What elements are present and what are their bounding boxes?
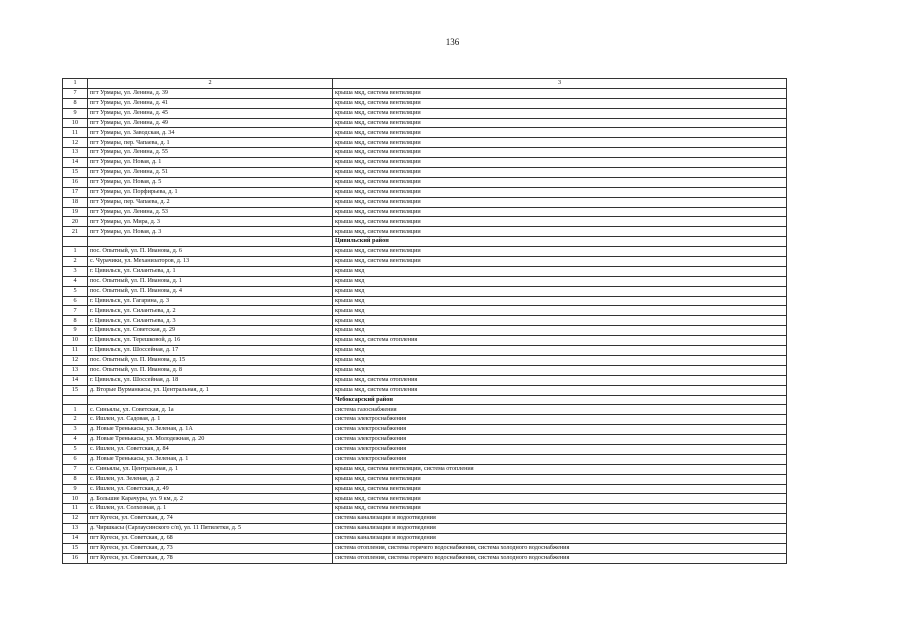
row-works: крыша мкд, система вентиляции — [333, 128, 787, 138]
table-row — [63, 177, 787, 187]
row-address: с. Ишлеи, ул. Садовая, д. 1 — [88, 415, 333, 425]
section-title: Цивильский район — [333, 237, 787, 247]
row-address: пгт Кугеси, ул. Советская, д. 78 — [88, 553, 333, 563]
registry-table-body — [63, 79, 787, 564]
table-row — [63, 336, 787, 346]
table-row — [63, 276, 787, 286]
row-address: пос. Опытный, ул. П. Иванова, д. 4 — [88, 286, 333, 296]
table-row — [63, 553, 787, 563]
row-works: крыша мкд — [333, 306, 787, 316]
table-row — [63, 158, 787, 168]
row-address: с. Чурачики, ул. Механизаторов, д. 13 — [88, 257, 333, 267]
table-row — [63, 207, 787, 217]
row-address: с. Синьялы, ул. Центральная, д. 1 — [88, 464, 333, 474]
row-address: пос. Опытный, ул. П. Иванова, д. 1 — [88, 276, 333, 286]
row-number: 13 — [63, 365, 88, 375]
table-row — [63, 148, 787, 158]
row-number: 17 — [63, 187, 88, 197]
table-header-row — [63, 79, 787, 89]
table-row — [63, 88, 787, 98]
table-row — [63, 326, 787, 336]
row-address: г. Цивильск, ул. Силантьева, д. 1 — [88, 266, 333, 276]
row-number: 15 — [63, 168, 88, 178]
row-address: г. Цивильск, ул. Советская, д. 29 — [88, 326, 333, 336]
row-address: с. Ишлеи, ул. Зеленая, д. 2 — [88, 474, 333, 484]
row-number: 5 — [63, 286, 88, 296]
row-address: пгт Урмары, ул. Ленина, д. 49 — [88, 118, 333, 128]
column-header-number: 1 — [63, 79, 88, 89]
row-number: 10 — [63, 494, 88, 504]
row-number: 14 — [63, 375, 88, 385]
table-row — [63, 385, 787, 395]
row-works: крыша мкд, система вентиляции — [333, 98, 787, 108]
table-row — [63, 138, 787, 148]
row-number: 5 — [63, 444, 88, 454]
row-number: 3 — [63, 266, 88, 276]
row-address: пгт Урмары, ул. Порфирьева, д. 1 — [88, 187, 333, 197]
table-row — [63, 355, 787, 365]
row-works: крыша мкд — [333, 316, 787, 326]
table-row — [63, 266, 787, 276]
row-works: система канализации и водоотведения — [333, 514, 787, 524]
table-row — [63, 375, 787, 385]
row-works: крыша мкд — [333, 286, 787, 296]
row-number: 8 — [63, 474, 88, 484]
row-works: крыша мкд, система вентиляции — [333, 168, 787, 178]
row-address: с. Синьялы, ул. Советская, д. 1а — [88, 405, 333, 415]
table-row — [63, 98, 787, 108]
table-row — [63, 494, 787, 504]
row-address: г. Цивильск, ул. Силантьева, д. 2 — [88, 306, 333, 316]
row-works: система газоснабжения — [333, 405, 787, 415]
row-works: крыша мкд — [333, 296, 787, 306]
table-row — [63, 286, 787, 296]
row-number: 4 — [63, 276, 88, 286]
row-address: пгт Урмары, ул. Новая, д. 5 — [88, 177, 333, 187]
row-address: пгт Урмары, пер. Чапаева, д. 2 — [88, 197, 333, 207]
row-works: крыша мкд, система вентиляции, система отопления — [333, 464, 787, 474]
row-works: система электроснабжения — [333, 425, 787, 435]
table-row — [63, 533, 787, 543]
row-works: крыша мкд, система вентиляции — [333, 484, 787, 494]
table-row — [63, 474, 787, 484]
row-number: 7 — [63, 306, 88, 316]
row-number: 13 — [63, 148, 88, 158]
row-number: 15 — [63, 543, 88, 553]
row-number: 12 — [63, 138, 88, 148]
registry-table — [62, 78, 787, 564]
row-number: 8 — [63, 316, 88, 326]
row-address: д. Вторые Вурманкасы, ул. Центральная, д. 1 — [88, 385, 333, 395]
row-works: крыша мкд, система вентиляции — [333, 138, 787, 148]
table-row — [63, 108, 787, 118]
row-works: система канализации и водоотведения — [333, 533, 787, 543]
row-address: д. Новые Тренькасы, ул. Молодежная, д. 20 — [88, 435, 333, 445]
row-number: 6 — [63, 454, 88, 464]
row-address: г. Цивильск, ул. Гагарина, д. 3 — [88, 296, 333, 306]
row-works: крыша мкд — [333, 326, 787, 336]
table-row — [63, 247, 787, 257]
row-number: 11 — [63, 504, 88, 514]
row-number: 16 — [63, 177, 88, 187]
section-header-row — [63, 395, 787, 405]
row-works: крыша мкд, система вентиляции — [333, 207, 787, 217]
row-works: система отопления, система горячего водоснабжения, система холодного водоснабжения — [333, 543, 787, 553]
row-address: д. Чиршкасы (Сарлаусинского с/п), ул. 11 Пятилетки, д. 5 — [88, 524, 333, 534]
row-address: с. Ишлеи, ул. Советская, д. 49 — [88, 484, 333, 494]
table-row — [63, 514, 787, 524]
section-title: Чебоксарский район — [333, 395, 787, 405]
page-number: 136 — [445, 37, 460, 47]
table-row — [63, 454, 787, 464]
section-empty-cell — [88, 395, 333, 405]
row-works: система отопления, система горячего водоснабжения, система холодного водоснабжения — [333, 553, 787, 563]
row-address: с. Ишлеи, ул. Солхозная, д. 1 — [88, 504, 333, 514]
table-row — [63, 306, 787, 316]
row-number: 14 — [63, 533, 88, 543]
row-address: пгт Урмары, ул. Новая, д. 3 — [88, 227, 333, 237]
row-number: 18 — [63, 197, 88, 207]
row-address: пгт Урмары, ул. Мира, д. 3 — [88, 217, 333, 227]
row-works: система электроснабжения — [333, 444, 787, 454]
row-number: 4 — [63, 435, 88, 445]
row-number: 21 — [63, 227, 88, 237]
row-address: пгт Урмары, ул. Заводская, д. 34 — [88, 128, 333, 138]
column-header-works: 3 — [333, 79, 787, 89]
row-works: крыша мкд, система вентиляции — [333, 118, 787, 128]
table-row — [63, 257, 787, 267]
row-number: 8 — [63, 98, 88, 108]
table-row — [63, 316, 787, 326]
table-row — [63, 484, 787, 494]
section-empty-cell — [88, 237, 333, 247]
row-number: 12 — [63, 514, 88, 524]
table-row — [63, 128, 787, 138]
row-address: пгт Урмары, ул. Ленина, д. 51 — [88, 168, 333, 178]
row-works: крыша мкд, система вентиляции — [333, 177, 787, 187]
table-row — [63, 435, 787, 445]
row-number: 11 — [63, 346, 88, 356]
row-works: крыша мкд, система отопления — [333, 375, 787, 385]
row-number: 9 — [63, 484, 88, 494]
row-number: 13 — [63, 524, 88, 534]
table-row — [63, 405, 787, 415]
row-works: крыша мкд, система вентиляции — [333, 227, 787, 237]
row-works: система электроснабжения — [333, 435, 787, 445]
row-address: пгт Кугеси, ул. Советская, д. 73 — [88, 543, 333, 553]
table-row — [63, 296, 787, 306]
row-works: крыша мкд, система вентиляции — [333, 217, 787, 227]
row-number: 11 — [63, 128, 88, 138]
table-row — [63, 187, 787, 197]
row-address: пос. Опытный, ул. П. Иванова, д. 8 — [88, 365, 333, 375]
table-row — [63, 365, 787, 375]
row-works: система электроснабжения — [333, 454, 787, 464]
row-number: 14 — [63, 158, 88, 168]
row-works: крыша мкд — [333, 346, 787, 356]
row-number: 9 — [63, 108, 88, 118]
row-address: пгт Урмары, ул. Ленина, д. 45 — [88, 108, 333, 118]
row-address: г. Цивильск, ул. Терешковой, д. 16 — [88, 336, 333, 346]
row-works: крыша мкд, система вентиляции — [333, 187, 787, 197]
row-works: система электроснабжения — [333, 415, 787, 425]
row-number: 1 — [63, 405, 88, 415]
row-works: крыша мкд — [333, 266, 787, 276]
row-address: пос. Опытный, ул. П. Иванова, д. 15 — [88, 355, 333, 365]
row-number: 2 — [63, 415, 88, 425]
row-number: 7 — [63, 464, 88, 474]
section-empty-cell — [63, 395, 88, 405]
row-works: крыша мкд, система вентиляции — [333, 88, 787, 98]
table-row — [63, 227, 787, 237]
row-works: крыша мкд — [333, 355, 787, 365]
row-number: 20 — [63, 217, 88, 227]
row-number: 7 — [63, 88, 88, 98]
table-row — [63, 415, 787, 425]
row-works: крыша мкд, система вентиляции — [333, 504, 787, 514]
table-row — [63, 425, 787, 435]
table-row — [63, 168, 787, 178]
row-works: крыша мкд, система вентиляции — [333, 247, 787, 257]
row-number: 19 — [63, 207, 88, 217]
row-works: система канализации и водоотведения — [333, 524, 787, 534]
row-address: д. Большие Карачуры, ул. 9 км, д. 2 — [88, 494, 333, 504]
row-address: пос. Опытный, ул. П. Иванова, д. 6 — [88, 247, 333, 257]
row-number: 10 — [63, 118, 88, 128]
table-row — [63, 464, 787, 474]
row-number: 6 — [63, 296, 88, 306]
row-works: крыша мкд, система вентиляции — [333, 148, 787, 158]
row-number: 1 — [63, 247, 88, 257]
column-header-address: 2 — [88, 79, 333, 89]
row-address: пгт Урмары, ул. Ленина, д. 41 — [88, 98, 333, 108]
row-number: 16 — [63, 553, 88, 563]
row-address: г. Цивильск, ул. Шоссейная, д. 18 — [88, 375, 333, 385]
row-address: пгт Урмары, пер. Чапаева, д. 1 — [88, 138, 333, 148]
row-address: д. Новые Тренькасы, ул. Зеленая, д. 1А — [88, 425, 333, 435]
row-number: 2 — [63, 257, 88, 267]
row-address: г. Цивильск, ул. Силантьева, д. 3 — [88, 316, 333, 326]
row-number: 15 — [63, 385, 88, 395]
row-works: крыша мкд, система вентиляции — [333, 108, 787, 118]
table-row — [63, 346, 787, 356]
row-works: крыша мкд — [333, 365, 787, 375]
table-row — [63, 504, 787, 514]
row-address: пгт Урмары, ул. Ленина, д. 55 — [88, 148, 333, 158]
section-empty-cell — [63, 237, 88, 247]
row-address: пгт Урмары, ул. Новая, д. 1 — [88, 158, 333, 168]
row-address: г. Цивильск, ул. Шоссейная, д. 17 — [88, 346, 333, 356]
row-address: пгт Урмары, ул. Ленина, д. 53 — [88, 207, 333, 217]
table-row — [63, 217, 787, 227]
row-works: крыша мкд, система вентиляции — [333, 257, 787, 267]
table-row — [63, 118, 787, 128]
row-address: д. Новые Тренькасы, ул. Зеленая, д. 1 — [88, 454, 333, 464]
section-header-row — [63, 237, 787, 247]
row-address: пгт Урмары, ул. Ленина, д. 39 — [88, 88, 333, 98]
row-works: крыша мкд, система вентиляции — [333, 474, 787, 484]
table-row — [63, 524, 787, 534]
row-address: пгт Кугеси, ул. Советская, д. 68 — [88, 533, 333, 543]
row-number: 9 — [63, 326, 88, 336]
row-number: 10 — [63, 336, 88, 346]
table-row — [63, 543, 787, 553]
table-row — [63, 444, 787, 454]
row-works: крыша мкд, система вентиляции — [333, 158, 787, 168]
row-works: крыша мкд, система вентиляции — [333, 494, 787, 504]
row-works: крыша мкд, система вентиляции — [333, 197, 787, 207]
row-works: крыша мкд, система отопления — [333, 385, 787, 395]
row-works: крыша мкд, система отопления — [333, 336, 787, 346]
table-row — [63, 197, 787, 207]
row-works: крыша мкд — [333, 276, 787, 286]
row-address: с. Ишлеи, ул. Советская, д. 84 — [88, 444, 333, 454]
row-number: 3 — [63, 425, 88, 435]
row-address: пгт Кугеси, ул. Советская, д. 74 — [88, 514, 333, 524]
row-number: 12 — [63, 355, 88, 365]
